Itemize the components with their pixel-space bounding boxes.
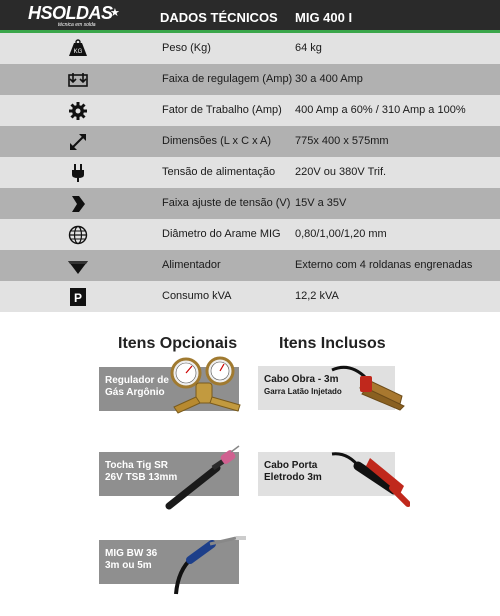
spec-row	[0, 33, 500, 64]
logo-star-icon: ★	[110, 7, 120, 19]
model-heading: MIG 400 I	[295, 10, 353, 25]
spec-row	[0, 250, 500, 281]
item-name-line1: Cabo Obra - 3m	[264, 374, 339, 385]
spec-value: 30 a 400 Amp	[295, 73, 363, 85]
gear-icon	[64, 100, 92, 121]
item-name-line2: 3m ou 5m	[105, 560, 152, 571]
spec-label: Fator de Trabalho (Amp)	[162, 104, 282, 116]
item-name-line1: MIG BW 36	[105, 548, 158, 559]
spec-value: 64 kg	[295, 42, 322, 54]
item-name-line1: Cabo Porta	[264, 460, 318, 471]
spec-value: 15V a 35V	[295, 197, 347, 209]
spec-value: 0,80/1,00/1,20 mm	[295, 228, 387, 240]
spec-row	[0, 219, 500, 250]
spec-value: 775x 400 x 575mm	[295, 135, 389, 147]
spec-row	[0, 157, 500, 188]
spec-label: Alimentador	[162, 259, 221, 271]
logo-text: HSOLDAS	[28, 3, 113, 23]
item-name-line2: Eletrodo 3m	[264, 472, 322, 483]
spec-value: Externo com 4 roldanas engrenadas	[295, 259, 473, 271]
tig-torch-image	[165, 444, 245, 510]
spec-value: 400 Amp a 60% / 310 Amp a 100%	[295, 104, 466, 116]
spec-row	[0, 126, 500, 157]
wire-diameter-icon	[64, 224, 92, 245]
spec-label: Consumo kVA	[162, 290, 232, 302]
spec-row	[0, 64, 500, 95]
item-name-line1: Regulador de	[105, 375, 169, 386]
ground-clamp-image	[330, 360, 410, 416]
feeder-icon	[64, 255, 92, 276]
electrode-holder-image	[330, 448, 410, 508]
brand-logo	[28, 3, 128, 29]
spec-value: 12,2 kVA	[295, 290, 339, 302]
svg-text:P: P	[73, 290, 83, 305]
regulation-range-icon	[64, 69, 92, 90]
power-p-icon	[64, 286, 92, 307]
item-name-line2: Garra Latão Injetado	[264, 387, 342, 396]
spec-row	[0, 188, 500, 219]
optional-items-title: Itens Opcionais	[118, 335, 238, 352]
header-bar	[0, 0, 500, 33]
specs-heading: DADOS TÉCNICOS	[160, 10, 278, 25]
included-items-title: Itens Inclusos	[279, 335, 386, 352]
item-name-line2: 26V TSB 13mm	[105, 472, 178, 483]
spec-label: Faixa ajuste de tensão (V)	[162, 197, 291, 209]
voltage-adjust-icon	[64, 193, 92, 214]
spec-label: Diâmetro do Arame MIG	[162, 228, 281, 240]
plug-icon	[64, 162, 92, 183]
spec-table	[0, 33, 500, 312]
spec-label: Faixa de regulagem (Amp)	[162, 73, 293, 85]
item-name-line2: Gás Argônio	[105, 387, 165, 398]
spec-row	[0, 95, 500, 126]
spec-row	[0, 281, 500, 312]
dimensions-icon	[64, 131, 92, 152]
svg-text:KG: KG	[73, 48, 83, 55]
spec-label: Tensão de alimentação	[162, 166, 276, 178]
item-name-line1: Tocha Tig SR	[105, 460, 168, 471]
weight-icon	[64, 38, 92, 59]
spec-label: Peso (Kg)	[162, 42, 211, 54]
mig-torch-image	[166, 530, 252, 596]
logo-tagline: técnica em solda	[58, 22, 96, 28]
spec-label: Dimensões (L x C x A)	[162, 135, 272, 147]
gas-regulator-image	[166, 355, 246, 417]
spec-value: 220V ou 380V Trif.	[295, 166, 387, 178]
